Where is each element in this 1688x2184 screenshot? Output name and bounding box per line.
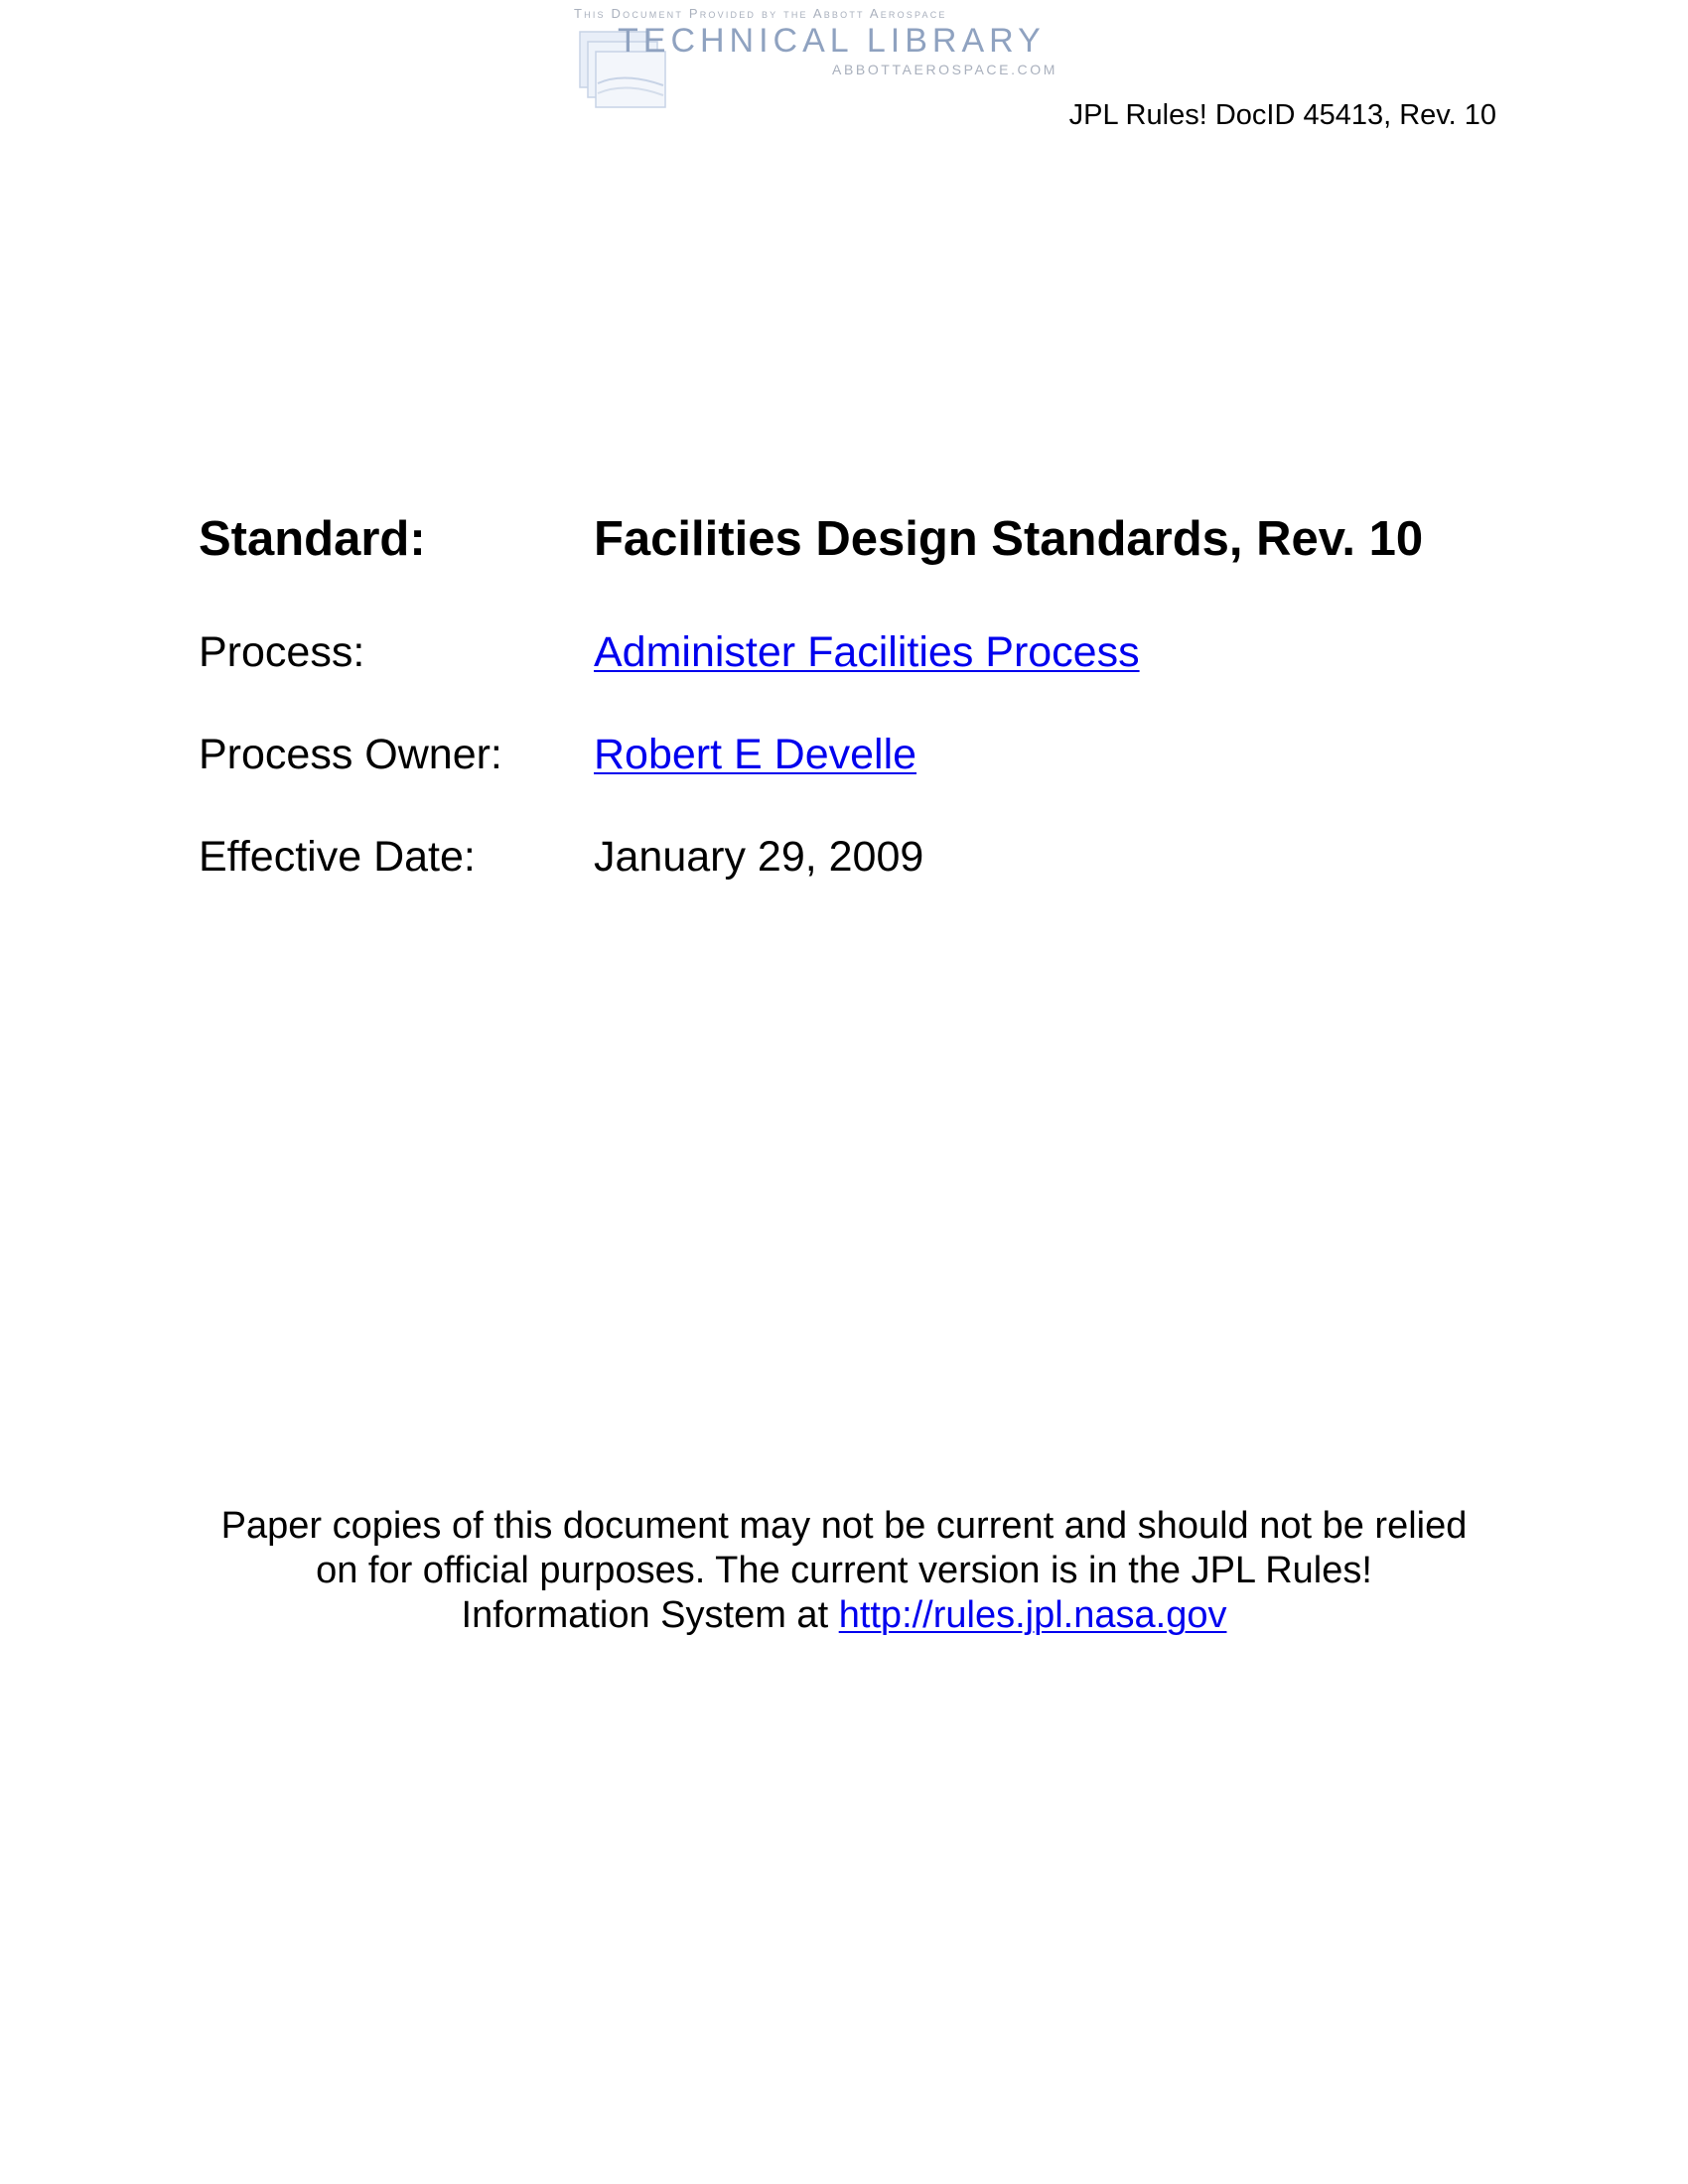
watermark-provided-by: This Document Provided by the Abbott Aerospace — [574, 6, 947, 21]
process-owner-label: Process Owner: — [199, 731, 502, 778]
standard-title: Facilities Design Standards, Rev. 10 — [594, 512, 1424, 566]
disclaimer-line-2: on for official purposes. The current version is in the JPL Rules! — [316, 1550, 1372, 1591]
jpl-rules-link[interactable]: http://rules.jpl.nasa.gov — [838, 1594, 1227, 1636]
watermark-website: ABBOTTAEROSPACE.COM — [832, 62, 1058, 77]
process-link[interactable]: Administer Facilities Process — [594, 628, 1140, 676]
effective-date-label: Effective Date: — [199, 833, 476, 881]
effective-date-value: January 29, 2009 — [594, 833, 924, 881]
watermark-title: TECHNICAL LIBRARY — [618, 22, 1046, 60]
disclaimer-line-3-text: Information System at — [461, 1594, 839, 1636]
standard-label: Standard: — [199, 512, 426, 566]
disclaimer-line-1: Paper copies of this document may not be current and should not be relied — [220, 1505, 1468, 1547]
library-watermark — [574, 6, 1090, 115]
document-id: JPL Rules! DocID 45413, Rev. 10 — [1068, 99, 1496, 131]
disclaimer-line-3 — [149, 1593, 1539, 1638]
process-label: Process: — [199, 628, 365, 676]
process-owner-link[interactable]: Robert E Develle — [594, 731, 917, 778]
paper-copy-disclaimer — [149, 1504, 1539, 1638]
